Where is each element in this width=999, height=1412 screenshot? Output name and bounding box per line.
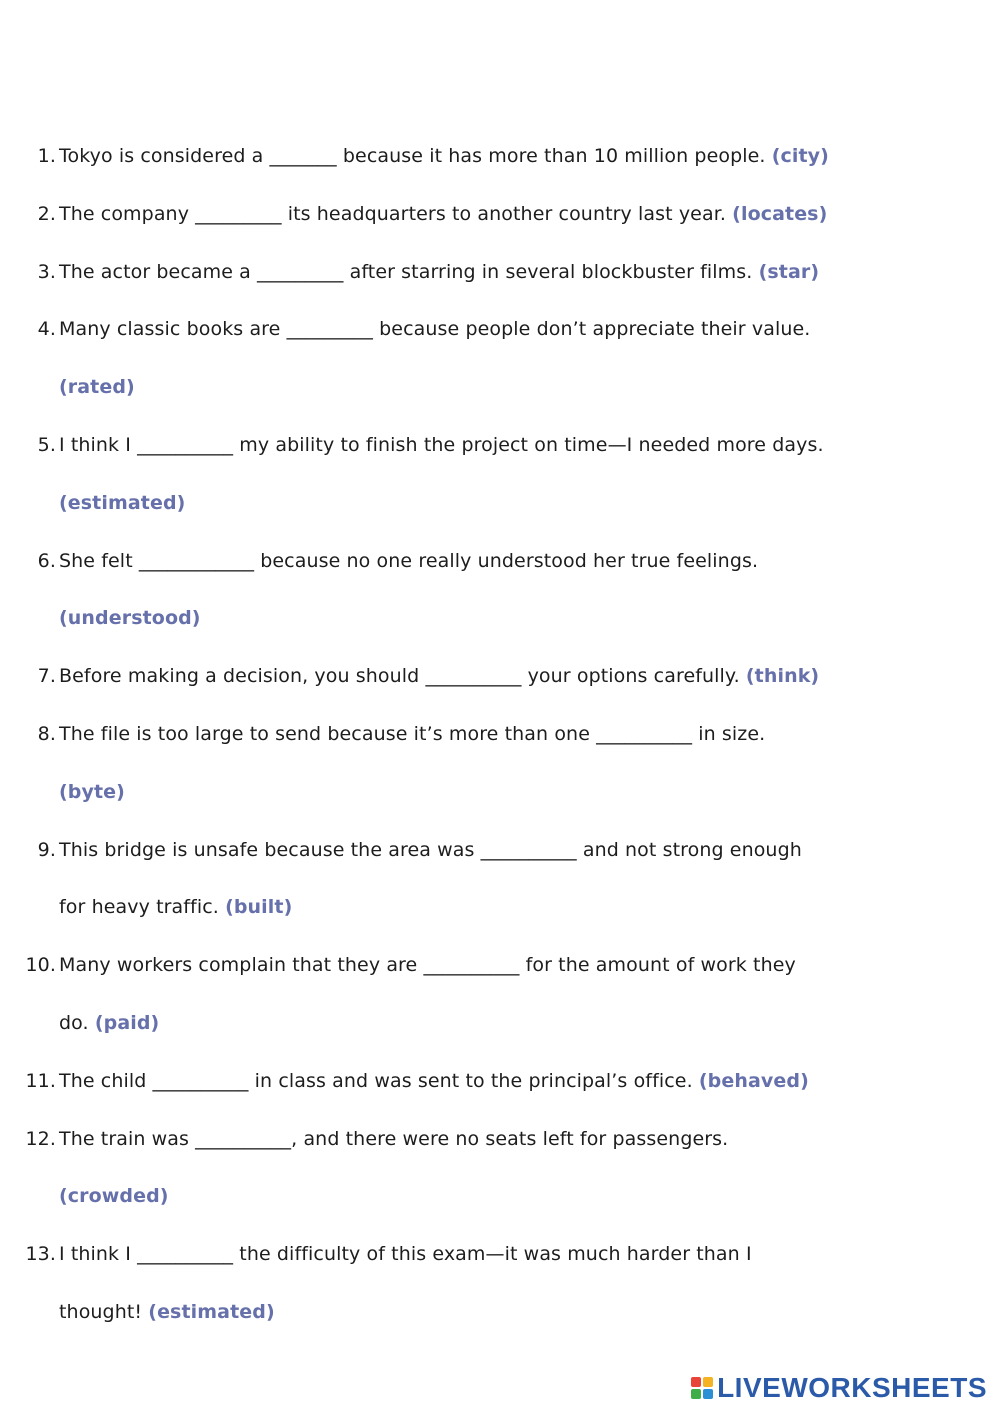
- worksheet: [0, 128, 999, 1342]
- question-item: [0, 186, 999, 244]
- question-number: 12.: [25, 1127, 56, 1150]
- question-text: [59, 533, 758, 591]
- question-text: [59, 937, 796, 995]
- question-item: [0, 822, 999, 938]
- word-hint: (city): [771, 145, 829, 167]
- question-text: [59, 186, 827, 244]
- question-item: [0, 648, 999, 706]
- question-sentence: The company _________ its headquarters to another country last year.: [59, 202, 727, 225]
- question-number: 7.: [37, 665, 56, 688]
- question-sentence: Many classic books are _________ because people don’t appreciate their value.: [59, 318, 811, 341]
- question-sentence: Many workers complain that they are __________ for the amount of work they: [59, 954, 796, 977]
- question-sentence: The file is too large to send because it’s more than one __________ in size.: [59, 722, 766, 745]
- word-hint: (crowded): [59, 1185, 169, 1208]
- question-sentence-continued: for heavy traffic.: [59, 896, 219, 919]
- question-number: 10.: [25, 954, 56, 977]
- question-sentence: I think I __________ the difficulty of this exam—it was much harder than I: [59, 1243, 752, 1266]
- question-item: [0, 1226, 999, 1342]
- question-number: 2.: [37, 202, 56, 225]
- question-item: [0, 417, 999, 533]
- word-hint: (star): [758, 260, 820, 283]
- question-item: [0, 244, 999, 302]
- word-hint: (estimated): [148, 1300, 275, 1323]
- question-sentence: I think I __________ my ability to finish the project on time—I needed more days.: [59, 433, 824, 456]
- word-hint: (built): [225, 896, 293, 919]
- question-number: 9.: [37, 838, 56, 861]
- question-number: 3.: [37, 260, 56, 283]
- question-text: [59, 301, 810, 359]
- logo-text: LIVEWORKSHEETS: [717, 1372, 987, 1403]
- question-sentence: Tokyo is considered a _______ because it has more than 10 million people.: [59, 145, 766, 167]
- question-number: 5.: [37, 433, 56, 456]
- question-item: [0, 706, 999, 822]
- question-number: 11.: [25, 1069, 56, 1092]
- question-text: [59, 244, 819, 302]
- liveworksheets-logo-icon: [691, 1377, 713, 1399]
- word-hint: (think): [745, 665, 820, 688]
- question-text: [59, 1226, 752, 1284]
- question-sentence: The actor became a _________ after starring in several blockbuster films.: [59, 260, 753, 283]
- liveworksheets-logo: [691, 1372, 987, 1404]
- word-hint: (behaved): [698, 1069, 809, 1092]
- question-item: [0, 128, 999, 186]
- question-text: [59, 706, 765, 764]
- question-sentence: The train was __________, and there were no seats left for passengers.: [59, 1127, 729, 1150]
- question-item: [0, 533, 999, 649]
- word-hint: (rated): [59, 376, 135, 399]
- word-hint: (estimated): [59, 491, 186, 514]
- question-item: [0, 1053, 999, 1111]
- question-text: [59, 1111, 728, 1169]
- question-text: [59, 822, 802, 880]
- question-sentence: This bridge is unsafe because the area was __________ and not strong enough: [59, 838, 802, 861]
- question-item: [0, 301, 999, 417]
- question-number: 13.: [25, 1243, 56, 1266]
- question-sentence: She felt ____________ because no one really understood her true feelings.: [59, 549, 759, 572]
- question-number: 8.: [37, 722, 56, 745]
- question-item: [0, 937, 999, 1053]
- question-text: [59, 417, 824, 475]
- word-hint: (paid): [94, 1011, 160, 1034]
- question-number: 1.: [37, 145, 56, 167]
- question-text: [59, 648, 819, 706]
- question-text: [59, 1053, 809, 1111]
- question-item: [0, 1111, 999, 1227]
- question-number: 6.: [37, 549, 56, 572]
- question-sentence-continued: do.: [59, 1011, 89, 1034]
- question-text: [59, 128, 829, 186]
- word-hint: (understood): [59, 607, 201, 630]
- question-sentence: Before making a decision, you should __________ your options carefully.: [59, 665, 740, 688]
- question-number: 4.: [37, 318, 56, 341]
- word-hint: (byte): [59, 780, 125, 803]
- question-sentence-continued: thought!: [59, 1300, 143, 1323]
- word-hint: (locates): [732, 202, 828, 225]
- question-sentence: The child __________ in class and was sent to the principal’s office.: [59, 1069, 693, 1092]
